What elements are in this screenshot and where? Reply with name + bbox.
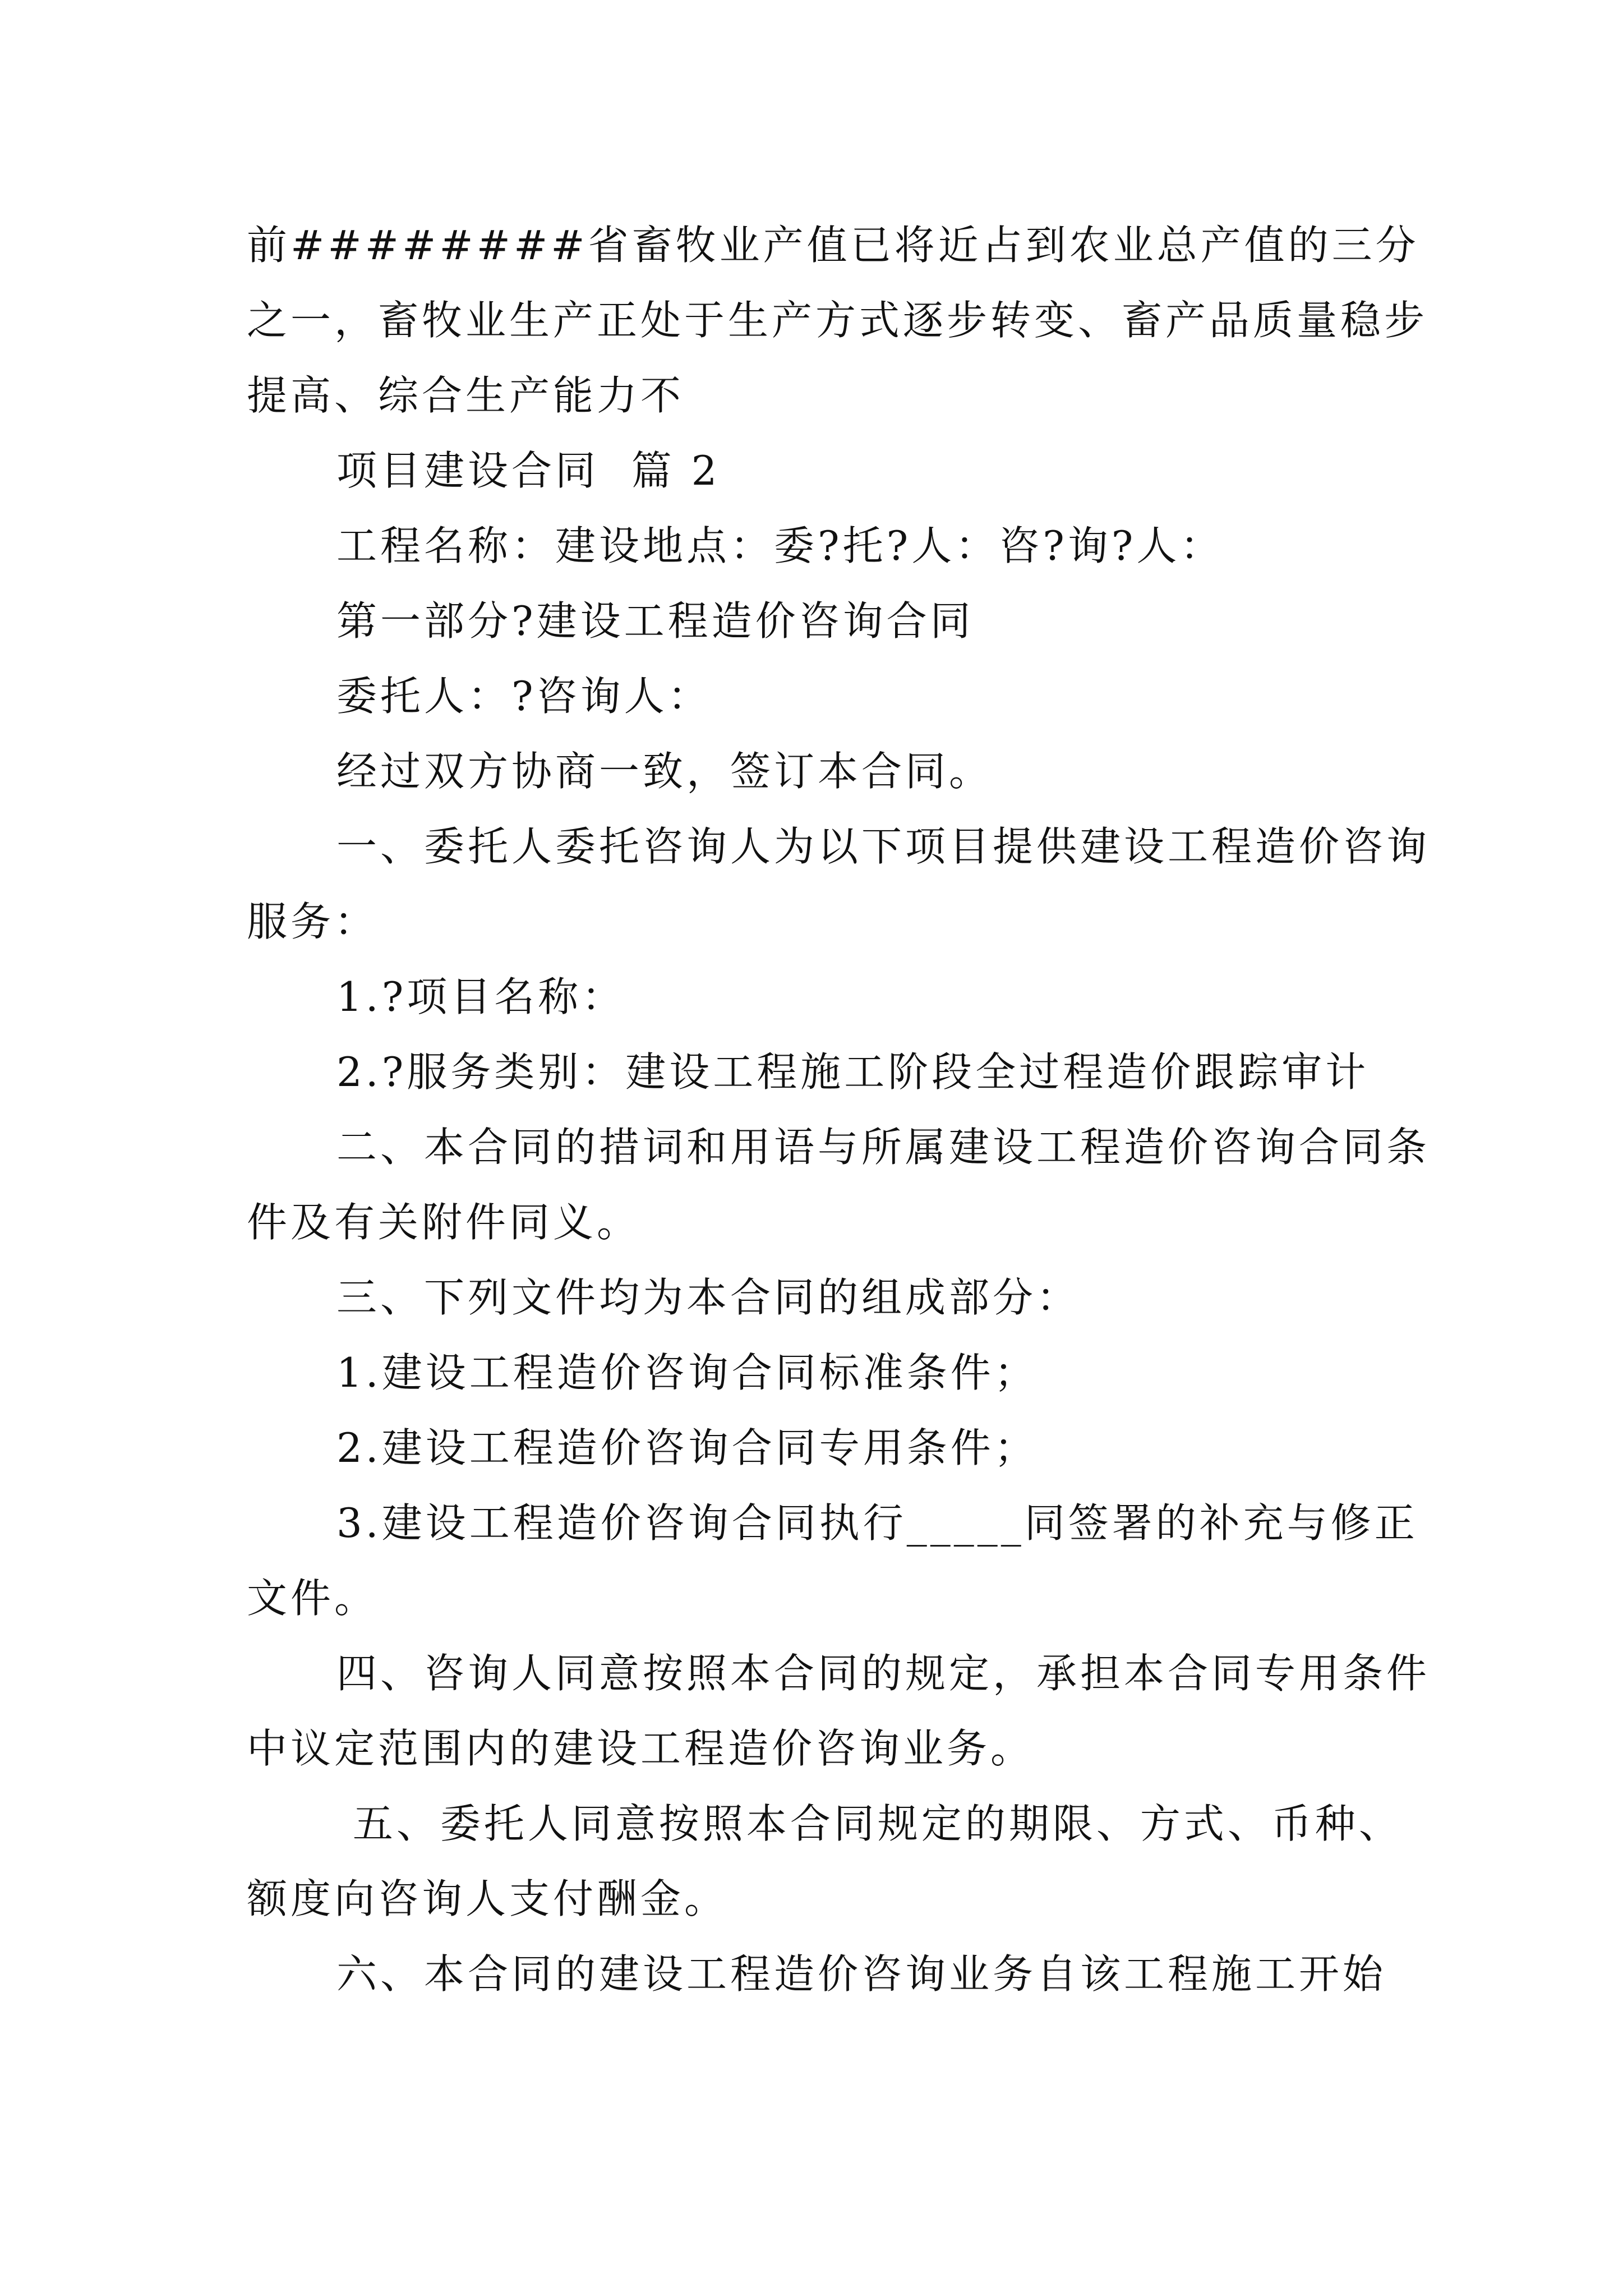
paragraph-13: 2.建设工程造价咨询合同专用条件； (336, 1424, 1038, 1471)
paragraph-5: 委托人：?咨询人： (336, 673, 712, 720)
paragraph-10: 二、本合同的措词和用语与所属建设工程造价咨询合同条件及有关附件同义。 (247, 1124, 1431, 1246)
paragraph-8: 1.?项目名称： (336, 973, 626, 1020)
paragraph-12: 1.建设工程造价咨询合同标准条件； (336, 1349, 1038, 1396)
paragraph-9: 2.?服务类别：建设工程施工阶段全过程造价跟踪审计 (336, 1048, 1370, 1096)
paragraph-6: 经过双方协商一致，签订本合同。 (336, 748, 993, 795)
paragraph-16: 五、委托人同意按照本合同规定的期限、方式、币种、额度向咨询人支付酬金。 (247, 1800, 1403, 1922)
paragraph-7: 一、委托人委托咨询人为以下项目提供建设工程造价咨询服务： (247, 823, 1431, 945)
paragraph-1: 前########省畜牧业产值已将近占到农业总产值的三分之一，畜牧业生产正处于生产方式逐步转变、畜产品质量稳步提高、综合生产能力不 (247, 222, 1428, 419)
paragraph-4: 第一部分?建设工程造价咨询合同 (336, 597, 974, 645)
paragraph-11: 三、下列文件均为本合同的组成部分： (336, 1274, 1081, 1321)
paragraph-17: 六、本合同的建设工程造价咨询业务自该工程施工开始 (336, 1950, 1387, 1998)
document-body (247, 208, 1441, 2012)
paragraph-15: 四、咨询人同意按照本合同的规定，承担本合同专用条件中议定范围内的建设工程造价咨询业务。 (247, 1650, 1431, 1772)
paragraph-14: 3.建设工程造价咨询合同执行_____同签署的补充与修正文件。 (247, 1499, 1418, 1622)
paragraph-2-heading: 项目建设合同 篇 2 (336, 447, 721, 494)
paragraph-3: 工程名称：建设地点：委?托?人：咨?询?人： (336, 522, 1224, 569)
